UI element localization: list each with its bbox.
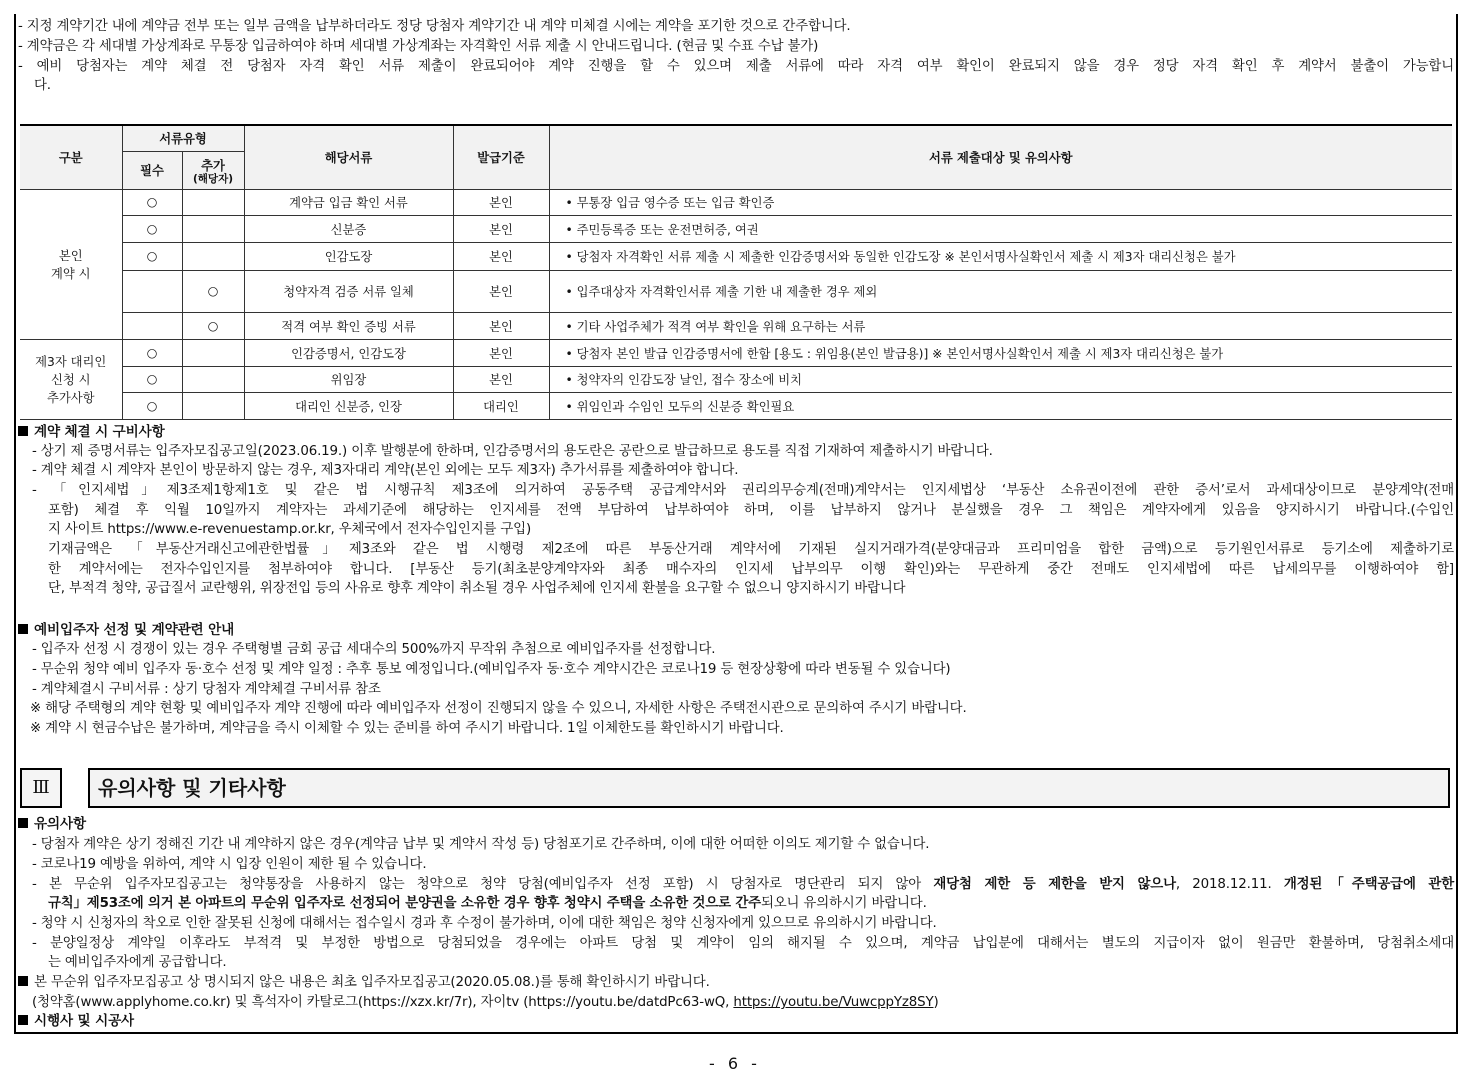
footer-heading bbox=[18, 1012, 134, 1032]
notice-line-1-text: 본 무순위 입주자모집공고 상 명시되지 않은 내용은 최초 입주자모집공고(2020.05.08.)를 통해 확인하시기 바랍니다. bbox=[34, 975, 710, 990]
square-bullet-icon bbox=[18, 976, 28, 986]
contract-line-2: - 계약 체결 시 계약자 본인이 방문하지 않는 경우, 제3자대리 계약(본인 외에는 모두 제3자) 추가서류를 제출하여야 합니다. bbox=[32, 463, 739, 478]
table-row bbox=[20, 270, 1452, 312]
table-row bbox=[20, 215, 1452, 242]
document-name: 청약자격 검증 서류 일체 bbox=[244, 270, 453, 312]
contract-line-6: 기재금액은 「부동산거래신고에관한법률」제3조와 같은 법 시행령 제2조에 따른 부동산거래 계약서에 기재된 실지거래가격(분양대금과 프리미엄을 합한 금액)으로 등기원인서류로 등기소에 제출하기로 bbox=[48, 542, 1454, 557]
additional-mark bbox=[182, 215, 244, 242]
caution-line-4-a: 규칙」제53조에 의거 본 아파트의 무순위 입주자로 선정되어 분양권을 소유한 경우 향후 청약시 주택을 소유한 것으로 간주 bbox=[48, 896, 761, 911]
notice-line-2 bbox=[32, 993, 939, 1013]
required-mark: ○ bbox=[122, 189, 182, 215]
square-bullet-icon bbox=[18, 1015, 28, 1025]
note: • 청약자의 인감도장 날인, 접수 장소에 비치 bbox=[549, 366, 1452, 392]
contract-heading-text: 계약 체결 시 구비사항 bbox=[34, 424, 165, 440]
required-mark bbox=[122, 312, 182, 339]
notice-line-2-a: (청약홈(www.applyhome.co.kr) 및 흑석자이 카탈로그(https://xzx.kr/7r), 자이tv (https://youtu.be/datdPc63-wQ, bbox=[32, 995, 734, 1010]
header-document: 해당서류 bbox=[244, 125, 453, 189]
header-issuer: 발급기준 bbox=[453, 125, 549, 189]
document-name: 적격 여부 확인 증빙 서류 bbox=[244, 312, 453, 339]
issuer: 본인 bbox=[453, 339, 549, 366]
reserve-line-1: - 입주자 선정 시 경쟁이 있는 경우 주택형별 금회 공급 세대수의 500%까지 무작위 추첨으로 예비입주자를 선정합니다. bbox=[32, 642, 716, 657]
header-additional-sub: (해당자) bbox=[192, 172, 234, 185]
header-doc-type: 서류유형 bbox=[122, 125, 244, 151]
contract-line-3: - 「인지세법」제3조제1항제1호 및 같은 법 시행규칙 제3조에 의거하여 공동주택 공급계약서와 권리의무승계(전매)계약서는 인지세법상 ‘부동산 소유권이전에 관한 증서’로서 과세대상이므로 분양계약(전매 bbox=[32, 483, 1454, 498]
required-mark bbox=[122, 270, 182, 312]
issuer: 본인 bbox=[453, 312, 549, 339]
required-mark: ○ bbox=[122, 242, 182, 270]
table-row bbox=[20, 339, 1452, 366]
reserve-line-2: - 무순위 청약 예비 입주자 동·호수 선정 및 계약 일정 : 추후 통보 예정입니다.(예비입주자 동·호수 계약시간은 코로나19 등 현장상황에 따라 변동될 수 있습니다) bbox=[32, 662, 951, 677]
section-title: 유의사항 및 기타사항 bbox=[88, 768, 1450, 808]
additional-mark: ○ bbox=[182, 312, 244, 339]
note: • 입주대상자 자격확인서류 제출 기한 내 제출한 경우 제외 bbox=[549, 270, 1452, 312]
page-number: - 6 - bbox=[709, 1054, 761, 1073]
required-mark: ○ bbox=[122, 366, 182, 392]
group-self-contract: 본인 계약 시 bbox=[20, 189, 122, 339]
caution-line-3 bbox=[32, 875, 1454, 895]
table-row bbox=[20, 392, 1452, 419]
document-name: 인감증명서, 인감도장 bbox=[244, 339, 453, 366]
square-bullet-icon bbox=[18, 426, 28, 436]
additional-mark bbox=[182, 392, 244, 419]
contract-line-7: 한 계약서에는 전자수입인지를 첨부하여야 합니다. [부동산 등기(최초분양계약자와 최종 매수자의 인지세 납부의무 이행 확인)와는 무관하게 중간 전매도 인지세법에 따른 납세의무를 이행하여야 함] bbox=[48, 562, 1454, 577]
table-row bbox=[20, 242, 1452, 270]
required-mark: ○ bbox=[122, 339, 182, 366]
issuer: 대리인 bbox=[453, 392, 549, 419]
table-row bbox=[20, 366, 1452, 392]
note: • 당첨자 자격확인 서류 제출 시 제출한 인감증명서와 동일한 인감도장 ※ 본인서명사실확인서 제출 시 제3자 대리신청은 불가 bbox=[549, 242, 1452, 270]
additional-mark bbox=[182, 242, 244, 270]
header-additional bbox=[182, 151, 244, 189]
table-row bbox=[20, 312, 1452, 339]
document-name: 신분증 bbox=[244, 215, 453, 242]
reserve-line-4: ※ 해당 주택형의 계약 현황 및 예비입주자 계약 진행에 따라 예비입주자 선정이 진행되지 않을 수 있으니, 자세한 사항은 주택전시관으로 문의하여 주시기 바랍니다. bbox=[30, 701, 967, 716]
footer-heading-text: 시행사 및 시공사 bbox=[34, 1013, 135, 1029]
intro-line-4: 다. bbox=[34, 78, 51, 93]
contract-line-5: 지 사이트 https://www.e-revenuestamp.or.kr, 우체국에서 전자수입인지를 구입) bbox=[48, 522, 532, 537]
intro-line-3: - 예비 당첨자는 계약 체결 전 당첨자 자격 확인 서류 제출이 완료되어야 계약 진행을 할 수 있으며 제출 서류에 따라 자격 여부 확인이 완료되지 않을 경우 정당 자격 확인 후 계약서 불출이 가능합니 bbox=[18, 59, 1454, 74]
additional-mark: ○ bbox=[182, 270, 244, 312]
caution-heading-text: 유의사항 bbox=[34, 816, 86, 832]
note: • 기타 사업주체가 적격 여부 확인을 위해 요구하는 서류 bbox=[549, 312, 1452, 339]
additional-mark bbox=[182, 339, 244, 366]
issuer: 본인 bbox=[453, 242, 549, 270]
section-number: Ⅲ bbox=[20, 768, 62, 808]
note: • 위임인과 수임인 모두의 신분증 확인필요 bbox=[549, 392, 1452, 419]
document-name: 위임장 bbox=[244, 366, 453, 392]
header-notes: 서류 제출대상 및 유의사항 bbox=[549, 125, 1452, 189]
document-name: 계약금 입금 확인 서류 bbox=[244, 189, 453, 215]
header-category: 구분 bbox=[20, 125, 122, 189]
documents-table bbox=[20, 124, 1452, 420]
caution-line-1: - 당첨자 계약은 상기 정해진 기간 내 계약하지 않은 경우(계약금 납부 및 계약서 작성 등) 당첨포기로 간주하며, 이에 대한 어떠한 이의도 제기할 수 없습니다. bbox=[32, 837, 930, 852]
youtube-link[interactable]: https://youtu.be/VuwcppYz8SY bbox=[733, 995, 934, 1010]
caution-line-5: - 청약 시 신청자의 착오로 인한 잘못된 신청에 대해서는 접수일시 경과 후 수정이 불가하며, 이에 대한 책임은 청약 신청자에게 있으므로 유의하시기 바랍니다. bbox=[32, 916, 937, 931]
issuer: 본인 bbox=[453, 366, 549, 392]
reserve-heading-text: 예비입주자 선정 및 계약관련 안내 bbox=[34, 622, 235, 638]
caution-line-7: 는 예비입주자에게 공급합니다. bbox=[48, 955, 227, 970]
square-bullet-icon bbox=[18, 624, 28, 634]
required-mark: ○ bbox=[122, 215, 182, 242]
intro-line-2: - 계약금은 각 세대별 가상계좌로 무통장 입금하여야 하며 세대별 가상계좌는 자격확인 서류 제출 시 안내드립니다. (현금 및 수표 수납 불가) bbox=[18, 39, 819, 54]
caution-line-4 bbox=[48, 894, 927, 914]
table-row bbox=[20, 189, 1452, 215]
issuer: 본인 bbox=[453, 189, 549, 215]
note: • 주민등록증 또는 운전면허증, 여권 bbox=[549, 215, 1452, 242]
caution-line-3-d: 개정된「주택공급에 관한 bbox=[1283, 877, 1454, 892]
contract-heading bbox=[18, 423, 165, 443]
issuer: 본인 bbox=[453, 270, 549, 312]
contract-line-1: - 상기 제 증명서류는 입주자모집공고일(2023.06.19.) 이후 발행분에 한하며, 인감증명서의 용도란은 공란으로 발급하므로 용도를 직접 기재하여 제출하시기 바랍니다. bbox=[32, 444, 993, 459]
note: • 당첨자 본인 발급 인감증명서에 한함 [용도 : 위임용(본인 발급용)] ※ 본인서명사실확인서 제출 시 제3자 대리신청은 불가 bbox=[549, 339, 1452, 366]
caution-line-2: - 코로나19 예방을 위하여, 계약 시 입장 인원이 제한 될 수 있습니다. bbox=[32, 857, 427, 872]
caution-heading bbox=[18, 815, 86, 835]
additional-mark bbox=[182, 366, 244, 392]
reserve-line-5: ※ 계약 시 현금수납은 불가하며, 계약금을 즉시 이체할 수 있는 준비를 하여 주시기 바랍니다. 1일 이체한도를 확인하시기 바랍니다. bbox=[30, 721, 784, 736]
header-additional-main: 추가 bbox=[201, 158, 225, 173]
header-required: 필수 bbox=[122, 151, 182, 189]
caution-line-6: - 분양일정상 계약일 이후라도 부적격 및 부정한 방법으로 당첨되었을 경우에는 아파트 당첨 및 계약이 임의 해지될 수 있으며, 계약금 납입분에 대해서는 별도의 지급이자 없이 원금만 환불하며, 당첨취소세대 bbox=[32, 936, 1454, 951]
reserve-heading bbox=[18, 621, 234, 641]
contract-line-4: 포함) 체결 후 익월 10일까지 계약자는 과세기준에 해당하는 인지세를 전액 부담하여 납부하여야 하며, 이를 납부하지 않거나 분실했을 경우 그 책임은 계약자에게 있음을 양지하시기 바랍니다.(수입인 bbox=[48, 503, 1454, 518]
caution-line-3-b: 재당첨 제한 등 제한을 받지 않으나 bbox=[933, 877, 1176, 892]
caution-line-3-a: - 본 무순위 입주자모집공고는 청약통장을 사용하지 않는 청약으로 청약 당첨(예비입주자 선정 포함) 시 당첨자로 명단관리 되지 않아 bbox=[32, 877, 934, 892]
reserve-line-3: - 계약체결시 구비서류 : 상기 당첨자 계약체결 구비서류 참조 bbox=[32, 682, 381, 697]
square-bullet-icon bbox=[18, 818, 28, 828]
notice-line-2-b: ) bbox=[933, 995, 939, 1010]
issuer: 본인 bbox=[453, 215, 549, 242]
intro-line-1: - 지정 계약기간 내에 계약금 전부 또는 일부 금액을 납부하더라도 정당 당첨자 계약기간 내 계약 미체결 시에는 계약을 포기한 것으로 간주합니다. bbox=[18, 19, 851, 34]
caution-line-4-b: 되오니 유의하시기 바랍니다. bbox=[760, 896, 927, 911]
note: • 무통장 입금 영수증 또는 입금 확인증 bbox=[549, 189, 1452, 215]
required-mark: ○ bbox=[122, 392, 182, 419]
caution-line-3-c: , 2018.12.11. bbox=[1175, 877, 1284, 892]
document-name: 인감도장 bbox=[244, 242, 453, 270]
notice-line-1 bbox=[18, 973, 710, 993]
contract-line-8: 단, 부적격 청약, 공급질서 교란행위, 위장전입 등의 사유로 향후 계약이 취소될 경우 사업주체에 인지세 환불을 요구할 수 없으니 양지하시기 바랍니다 bbox=[48, 581, 906, 596]
additional-mark bbox=[182, 189, 244, 215]
group-proxy: 제3자 대리인 신청 시 추가사항 bbox=[20, 339, 122, 419]
document-name: 대리인 신분증, 인장 bbox=[244, 392, 453, 419]
